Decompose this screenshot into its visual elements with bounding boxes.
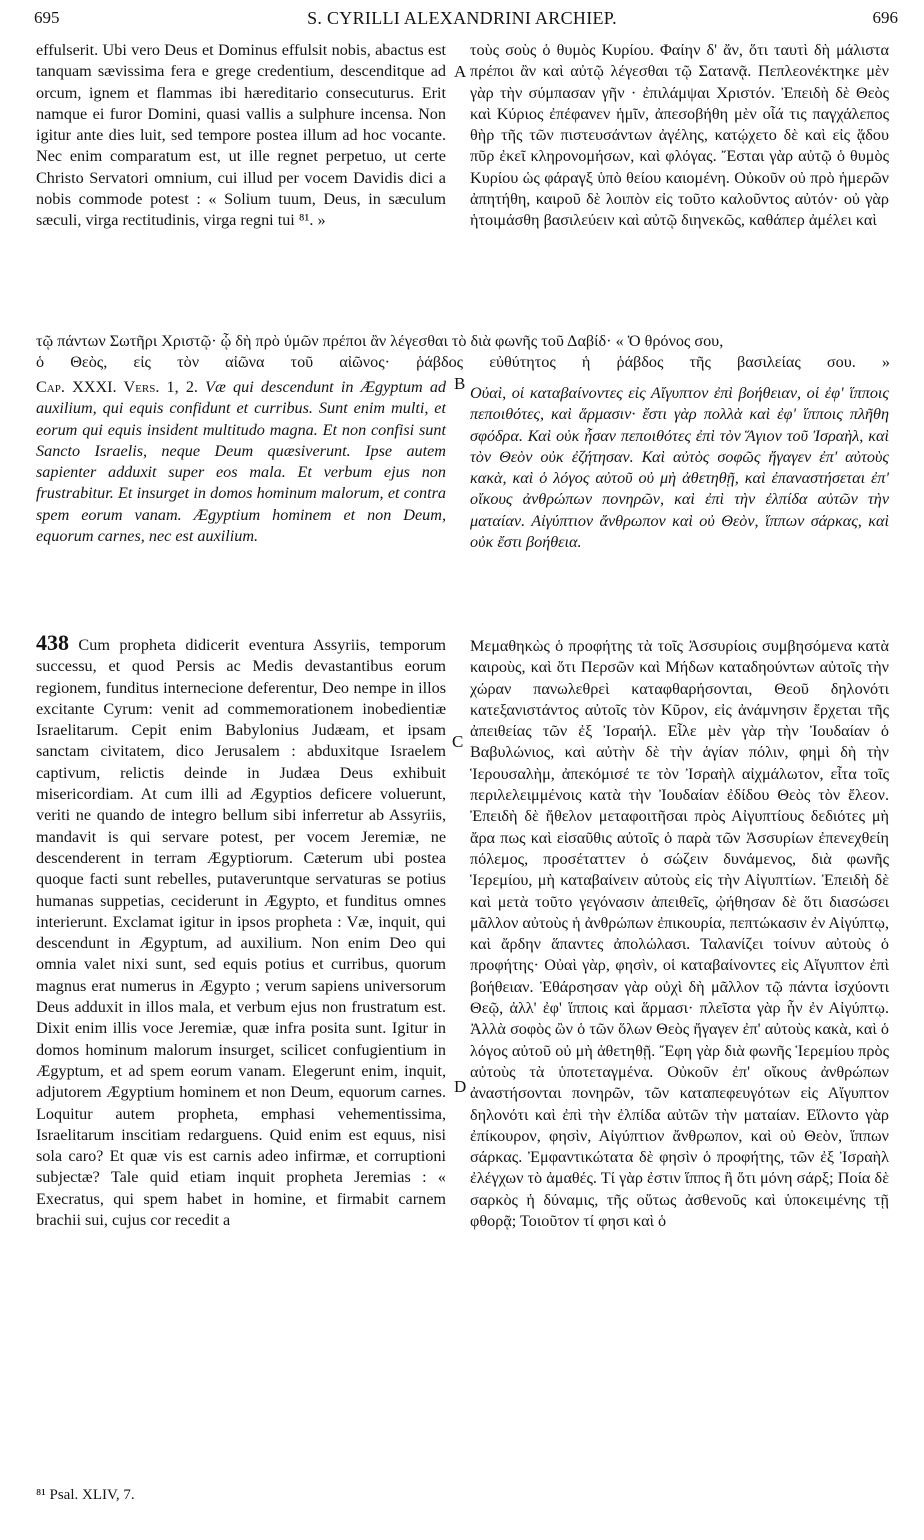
latin-top-text: effulserit. Ubi vero Deus et Dominus effulsit nobis, abactus est tanquam sævissima fera e grege credentium, descenditque ad orcum, ignem et flammas ibi hæreditario consecuturus. Erit namque ei furor Domini, quasi vallis a sulphure incensa. Non igitur ante dies luit, sed tempore postea illum ad hoc vocante. Nec enim comparatum est, ut ille regnet perpetuo, ut certe Christo Servatori omnium, cui illud per vocem Davidis dici a nobis commode potest : « Solium tuum, Deus, in sæculum sæculi, virga rectitudinis, virga regni tui ⁸¹. » [36, 41, 446, 230]
greek-spanning-line-1: τῷ πάντων Σωτῆρι Χριστῷ· ᾧ δὴ πρὸ ὑμῶν πρέποι ἂν λέγεσθαι τὸ διὰ φωνῆς τοῦ Δαβίδ· « Ὁ θρόνος σου, [36, 332, 724, 350]
column-marker-a: A [454, 62, 467, 81]
chapter-heading: Cap. XXXI. Vers. 1, 2. [36, 378, 198, 396]
latin-commentary-block [36, 632, 446, 1231]
greek-commentary-text: Μεμαθηκὼς ὁ προφήτης τὰ τοῖς Ἀσσυρίοις συμβησόμενα κατὰ καιροὺς, καὶ ὅτι Περσῶν καὶ Μήδων καταδηούντων αὐτοῖς τὴν χώραν πανωλεθρεὶ καταφθαρήσονται, Θεοῦ δηλονότι κατεξανιστάντος αὐτοῖς τὸν Κῦρον, εἰς ἀνάμνησιν ἔρχεται τῆς ἀπειθείας τῶν ἐξ Ἰσραήλ. Εἷλε μὲν γὰρ τὴν Ἰουδαίαν ὁ Βαβυλώνιος, καὶ αὐτὴν δὲ τὴν ἁγίαν πόλιν, φημὶ δὴ τὴν Ἱερουσαλὴμ, ἀπεκόμισέ τε τὸν Ἰσραὴλ αἰχμάλωτον, εἶτα τοῖς περιλελειμμένοις κατὰ τὴν Ἰουδαίαν ἐδίδου Θεὸς τὸν ἔλεον. Ἐπειδὴ δὲ ἤθελον μεταφοιτῆσαι πρὸς Αἰγυπτίους δεδιότες μὴ ἄρα πως καὶ εἰσαῦθις αὐτοῖς ὁ παρὰ τῶν Ἀσσυρίων ἐπενεχθείη πόλεμος, προσέταττεν ὁ σώζειν δυνάμενος, διὰ φωνῆς Ἱερεμίου, μὴ καταβαίνειν αὐτοὺς εἰς τὴν Αἰγυπτίων. Ἐπειδὴ δὲ καὶ μετὰ τοῦτο γεγόνασιν ἀπειθεῖς, ᾠήθησαν δὲ ὅτι διασώσει μᾶλλον αὐτοὺς ἡ ἀνθρώπων ἐπικουρία, πεπτώκασιν ἐν Αἰγύπτῳ, καὶ ἄρδην ἅπαντες ἀπολώλασι. Ταλανίζει τοίνυν αὐτοὺς ὁ προφήτης· Οὐαὶ γὰρ, φησὶν, οἱ καταβαίνοντες εἰς Αἴγυπτον ἐπὶ βοήθειαν. Ἐθάρσησαν γὰρ οὐχὶ δὴ μᾶλλον τῷ πάντα ἰσχύοντι Θεῷ, ἀλλ' ἐφ' ἵπποις καὶ ἅρμασι· πλεῖστα γὰρ ἦν ἐν Αἰγύπτῳ. Ἀλλὰ σοφὸς ὢν ὁ τῶν ὅλων Θεὸς ἤγαγεν ἐπ' αὐτοὺς κακὰ, καὶ ὁ λόγος αὐτοῦ οὐ μὴ ἀθετηθῇ. Ἔφη γὰρ διὰ φωνῆς Ἱερεμίου πρὸς αὐτοὺς τὰ ὑποτεταγμένα. Οὐκοῦν ἐπ' οἴκους ἀνθρώπων ἀναστήσονται πονηρῶν, τῶν καταπεφευγότων εἰς Αἴγυπτον δηλονότι καὶ ἐπὶ τὴν ἐλπίδα αὐτῶν τὴν ματαίαν. Εἵλοντο γὰρ ἐπίκουρον, φησὶν, Αἰγύπτιον ἄνθρωπον, καὶ οὐ Θεὸν, ἵππων σάρκας. Ἐμφαντικώτατα δὲ φησὶν ὁ προφήτης, τῶν ἐξ Ἰσραὴλ ἐλέγχων τὸ ἀμαθές. Τί γὰρ ἐστιν ἵππος ἢ ὅτι μόνη σάρξ; Ποία δὲ σαρκὸς ἡ δύναμις, τῆς οὕτως ἀσθενοῦς καὶ ὑποκειμένης τῇ φθορᾷ; Τοιοῦτον τί φησι καὶ ὁ [470, 637, 889, 1231]
page-number-right: 696 [872, 8, 898, 27]
latin-commentary-text: Cum propheta didicerit eventura Assyriis, temporum successu, et quod Persis ac Medis devastantibus eorum regionem, funditus internecione deferentur, Deo nempe in illos excitante Cyrum: venit ad commemorationem inobedientiæ Israelitarum. Cepit enim Babylonius Judæam, et ipsam sanctam civitatem, dico Jerusalem : abduxitque Israelem captivum, relictis deinde in Judæa Deus exhibuit misericordiam. At cum illi ad Ægyptios deficere voluerunt, veriti ne quando de integro bellum sibi inferretur ab Assyriis, mandavit is qui servare potest, per vocem Jeremiæ, ne descenderent in terram Ægyptiorum. Cæterum ubi postea quoque facti sunt rebelles, putaveruntque servaturas se potius humanas suppetias, ceciderunt in Ægypto, et funditus omnes interierunt. Exclamat igitur in ipsos propheta : Væ, inquit, qui descendunt in Ægyptum, ad auxilium. Non enim Deo qui omnia valet nixi sunt, sed equis potius et curribus, quorum magnus erat numerus in Ægypto ; verum sapiens universorum Deus adduxit in illos mala, et verbum ejus non frustratum est. Dixit enim illis voce Jeremiæ, quæ infra posita sunt. Igitur in domos hominum malorum insurget, scilicet confugientium in Ægyptum, et ad spem eorum vanam. Elegerunt enim, inquit, adjutorem Ægyptium hominem et non Deum, equorum carnes. Loquitur autem propheta, emphasi vehementissima, Israelitarum inscitiam redarguens. Quid enim est equus, nisi sola caro? Et quæ vis est carnis adeo infirmæ, et corruptioni subjectæ? Tale quid etiam inquit propheta Jeremias : « Execratus, qui spem habet in homine, et firmabit carnem brachii sui, cujus cor recedit a [36, 636, 446, 1230]
column-marker-c: C [452, 732, 464, 751]
latin-chapter-text: Væ qui descendunt in Ægyptum ad auxilium, qui equis confidunt et curribus. Sunt enim multi, et eorum qui equis insident multitudo magna. Et non confisi sunt Sancto Israelis, neque Deum quæsiverunt. Ipse autem sapienter adduxit super eos mala. Et verbum ejus non frustrabitur. Et insurget in domos hominum malorum, et contra spem eorum vanam. Ægyptium hominem et non Deum, equorum carnes, nec est auxilium. [36, 378, 447, 546]
running-title: S. CYRILLI ALEXANDRINI ARCHIEP. [307, 8, 617, 28]
column-marker-d: D [454, 1077, 467, 1096]
column-marker-b: B [454, 374, 466, 393]
greek-chapter-text: Οὐαὶ, οἱ καταβαίνοντες εἰς Αἴγυπτον ἐπὶ βοήθειαν, οἱ ἐφ' ἵπποις πεποιθότες, καὶ ἅρμασιν· ἔστι γὰρ πολλὰ καὶ ἐφ' ἵπποις πλῆθη σφόδρα. Καὶ οὐκ ἦσαν πεποιθότες ἐπὶ τὸν Ἅγιον τοῦ Ἰσραὴλ, καὶ τὸν Θεὸν οὐκ ἐζήτησαν. Καὶ αὐτὸς σοφῶς ἤγαγεν ἐπ' αὐτοὺς κακὰ, καὶ ὁ λόγος αὐτοῦ οὐ μὴ ἀθετηθῇ, καὶ ἐπαναστήσεται ἐπ' οἴκους ἀνθρώπων πονηρῶν, καὶ ἐπὶ τὴν ἐλπίδα αὐτῶν τὴν ματαίαν. Αἰγύπτιον ἄνθρωπον καὶ οὐ Θεὸν, ἵππων σάρκας, καὶ οὐκ ἔστι βοήθεια. [470, 384, 889, 552]
greek-spanning-lines [36, 331, 890, 374]
page-number-left: 695 [34, 8, 60, 27]
greek-top-text: τοὺς σοὺς ὁ θυμὸς Κυρίου. Φαίην δ' ἄν, ὅτι ταυτὶ δὴ μάλιστα πρέποι ἂν καὶ αὐτῷ λέγεσθαι τῷ Σατανᾷ. Πεπλεονέκτηκε μὲν γὰρ τὴν σύμπασαν γῆν · ἐπιλάμψαι Χριστόν. Ἐπειδὴ δὲ Θεὸς καὶ Κύριος ἐπέφανεν ἡμῖν, ἀπεσοβήθη μὲν οἷά τις παγχάλεπος θὴρ τῆς τῶν πιστευσάντων ἀγέλης, κατῴχετο δὲ καὶ εἰς ᾅδου πῦρ ἐκεῖ κληρονομήσων, καὶ φλόγας. Ἔσται γὰρ αὐτῷ ὁ θυμὸς Κυρίου ὡς φάραγξ ὑπὸ θείου καιομένη. Οὐκοῦν οὐ πρὸ ἡμερῶν ἀπητήθη, καιροῦ δὲ λοιπὸν εἰς τοῦτο καλοῦντος αὐτόν· οὐ γὰρ ἡτοιμάσθη βασιλεύειν καὶ αὐτῷ διηνεκῶς, καθάπερ ἀμέλει καὶ [470, 41, 889, 230]
greek-spanning-line-2: ὁ Θεὸς, εἰς τὸν αἰῶνα τοῦ αἰῶνος· ῥάβδος εὐθύτητος ἡ ῥάβδος τῆς βασιλείας σου. » [36, 353, 890, 372]
paragraph-number: 438 [36, 630, 69, 655]
footnote: ⁸¹ Psal. XLIV, 7. [36, 1487, 135, 1503]
page-header [0, 6, 924, 36]
latin-chapter-block [36, 377, 446, 547]
